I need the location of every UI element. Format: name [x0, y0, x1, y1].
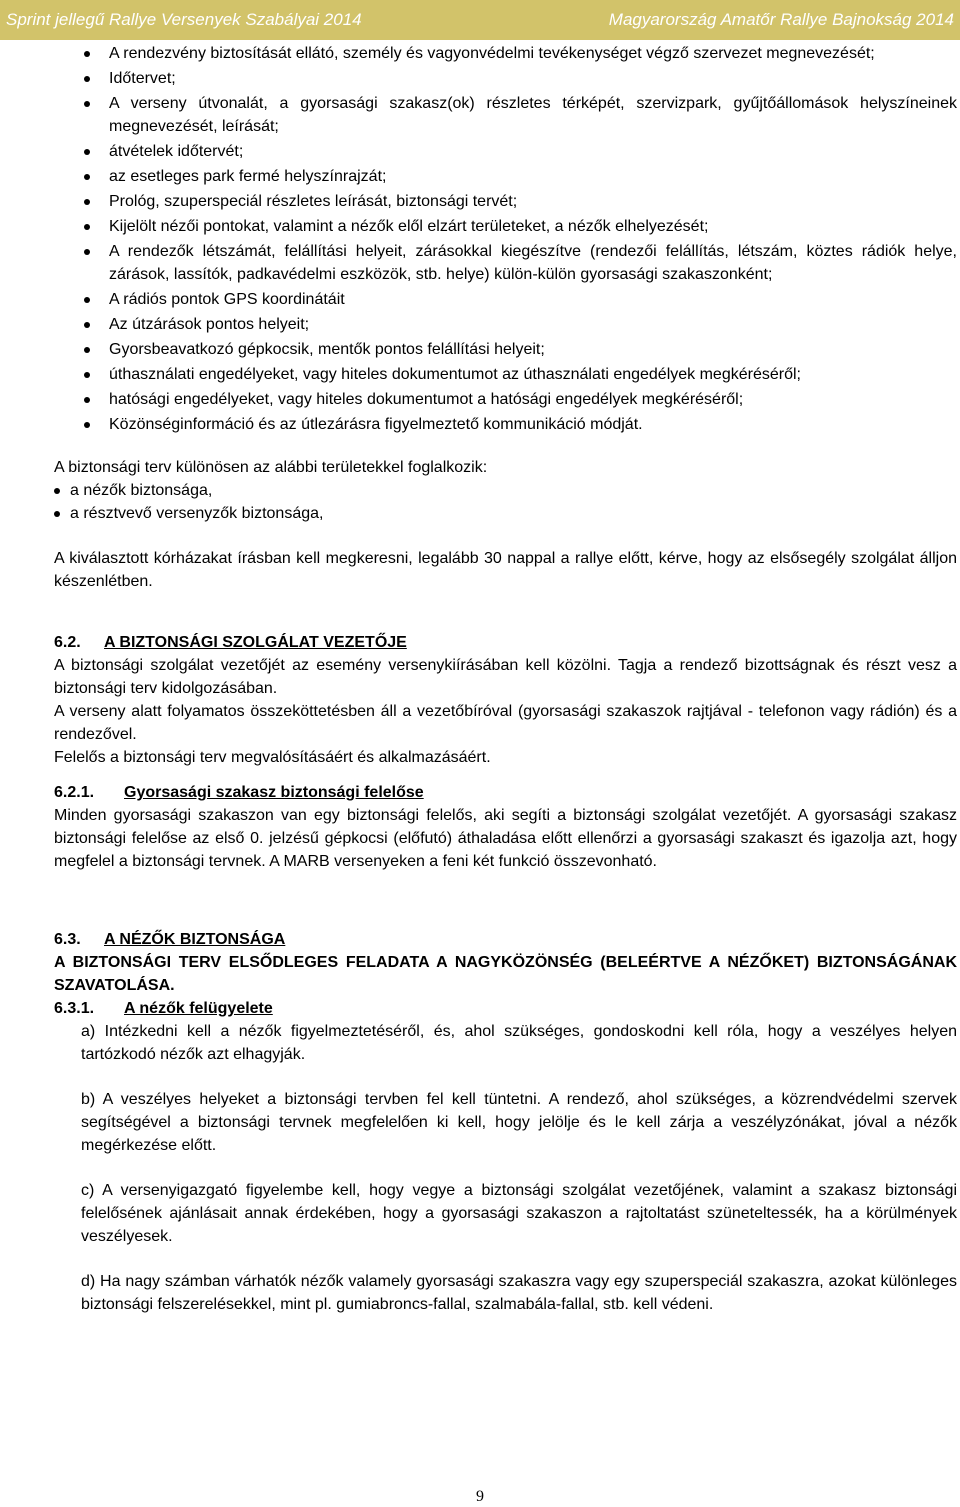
paragraph: a) Intézkedni kell a nézők figyelmeztetéséről, és, ahol szükséges, gondoskodni kell róla, hogy a veszélyes helyen tartózkodó nézők azt elhagyják.	[81, 1023, 957, 1063]
plan-block	[54, 456, 957, 1316]
paragraph: A verseny alatt folyamatos összeköttetésben áll a vezetőbíróval (gyorsasági szakaszok rajtjával - telefonon vagy rádión) és a rendezővel.	[54, 703, 957, 743]
plan-areas-list	[54, 479, 957, 525]
paragraph: A biztonsági szolgálat vezetőjét az esemény versenykiírásában kell közölni. Tagja a rendező bizottságnak és részt vesz a biztonsági terv kidolgozásában.	[54, 657, 957, 697]
paragraph: Minden gyorsasági szakaszon van egy biztonsági felelős, aki segíti a biztonsági szolgálat vezetőjét. A gyorsasági szakasz biztonsági felelőse az első 0. jelzésű gépkocsi (előfutó) áthaladása előtt ellenőrzi a gyorsasági szakaszt és igazolja azt, hogy megfelel a biztonsági tervnek. A MARB versenyeken a feni két funkció összevonható.	[54, 807, 957, 870]
header-right-title: Magyarország Amatőr Rallye Bajnokság 2014	[608, 10, 954, 29]
list-item: A rendezvény biztosítását ellátó, személy és vagyonvédelmi tevékenységet végző szervezet megnevezését;	[81, 42, 957, 65]
paragraph: Felelős a biztonsági terv megvalósításáért és alkalmazásáért.	[54, 749, 491, 766]
page-number: 9	[476, 1488, 484, 1505]
page-header	[0, 0, 960, 40]
list-item: Az útzárások pontos helyeit;	[81, 313, 957, 336]
paragraph: c) A versenyigazgató figyelembe kell, hogy vegye a biztonsági szolgálat vezetőjének, valamint a szakasz biztonsági felelősének ajánlásait annak érdekében, hogy a gyorsasági szakaszon a rajtoltatást szüneteltessék, ha a körülmények veszélyesek.	[81, 1182, 957, 1245]
section-heading-6-2: 6.2. A BIZTONSÁGI SZOLGÁLAT VEZETŐJE	[54, 634, 407, 651]
section-heading-6-2-1: 6.2.1. Gyorsasági szakasz biztonsági felelőse	[54, 784, 424, 801]
plan-intro: A biztonsági terv különösen az alábbi területekkel foglalkozik:	[54, 459, 488, 476]
list-item: Közönséginformáció és az útlezárásra figyelmeztető kommunikáció módját.	[81, 413, 957, 436]
list-item: A rendezők létszámát, felállítási helyeit, zárásokkal kiegészítve (rendezői felállítás, létszám, köztes rádiók helye, zárások, lassítók, padkavédelmi eszközök, stb. helye) külön-külön gyorsasági szakaszonként;	[81, 240, 957, 286]
list-item: Kijelölt nézői pontokat, valamint a nézők elől elzárt területeket, a nézők elhelyezését;	[81, 215, 957, 238]
paragraph: b) A veszélyes helyeket a biztonsági tervben fel kell tüntetni. A rendező, ahol szükséges, a közrendvédelmi szervek segítségével a biztonsági tervnek megfelelően ki kell, hogy jelölje és le kell zárja a veszélyzónákat, jóval a nézők megérkezése előtt.	[81, 1091, 957, 1154]
list-item: az esetleges park fermé helyszínrajzát;	[81, 165, 957, 188]
list-item: úthasználati engedélyeket, vagy hiteles dokumentumot az úthasználati engedélyek megkéréséről;	[81, 363, 957, 386]
document-body	[54, 42, 957, 1316]
hospital-paragraph: A kiválasztott kórházakat írásban kell megkeresni, legalább 30 nappal a rallye előtt, kérve, hogy az elsősegély szolgálat álljon készenlétben.	[54, 550, 957, 590]
section-heading-6-3: 6.3. A NÉZŐK BIZTONSÁGA	[54, 931, 286, 948]
list-item: Időtervet;	[81, 67, 957, 90]
list-item: átvételek időtervét;	[81, 140, 957, 163]
header-left-title: Sprint jellegű Rallye Versenyek Szabályai 2014	[6, 10, 362, 29]
list-item: a nézők biztonsága,	[54, 479, 957, 502]
list-item: A rádiós pontok GPS koordinátáit	[81, 288, 957, 311]
list-item: hatósági engedélyeket, vagy hiteles dokumentumot a hatósági engedélyek megkéréséről;	[81, 388, 957, 411]
section-subtitle: A BIZTONSÁGI TERV ELSŐDLEGES FELADATA A NAGYKÖZÖNSÉG (BELEÉRTVE A NÉZŐKET) BIZTONSÁGÁNAK SZAVATOLÁSA.	[54, 954, 957, 994]
supervision-items	[54, 1020, 957, 1316]
list-item: A verseny útvonalát, a gyorsasági szakasz(ok) részletes térképét, szervizpark, gyűjtőállomások helyszíneinek megnevezését, leírását;	[81, 92, 957, 138]
list-item: Prológ, szuperspeciál részletes leírását, biztonsági tervét;	[81, 190, 957, 213]
list-item: Gyorsbeavatkozó gépkocsik, mentők pontos felállítási helyeit;	[81, 338, 957, 361]
section-heading-6-3-1: 6.3.1. A nézők felügyelete	[54, 1000, 273, 1017]
paragraph: d) Ha nagy számban várhatók nézők valamely gyorsasági szakaszra vagy egy szuperspeciál szakaszra, azokat különleges biztonsági felszerelésekkel, mint pl. gumiabroncs-fallal, szalmabála-fallal, stb. kell védeni.	[81, 1273, 957, 1313]
requirements-list	[81, 42, 957, 436]
list-item: a résztvevő versenyzők biztonsága,	[54, 502, 957, 525]
